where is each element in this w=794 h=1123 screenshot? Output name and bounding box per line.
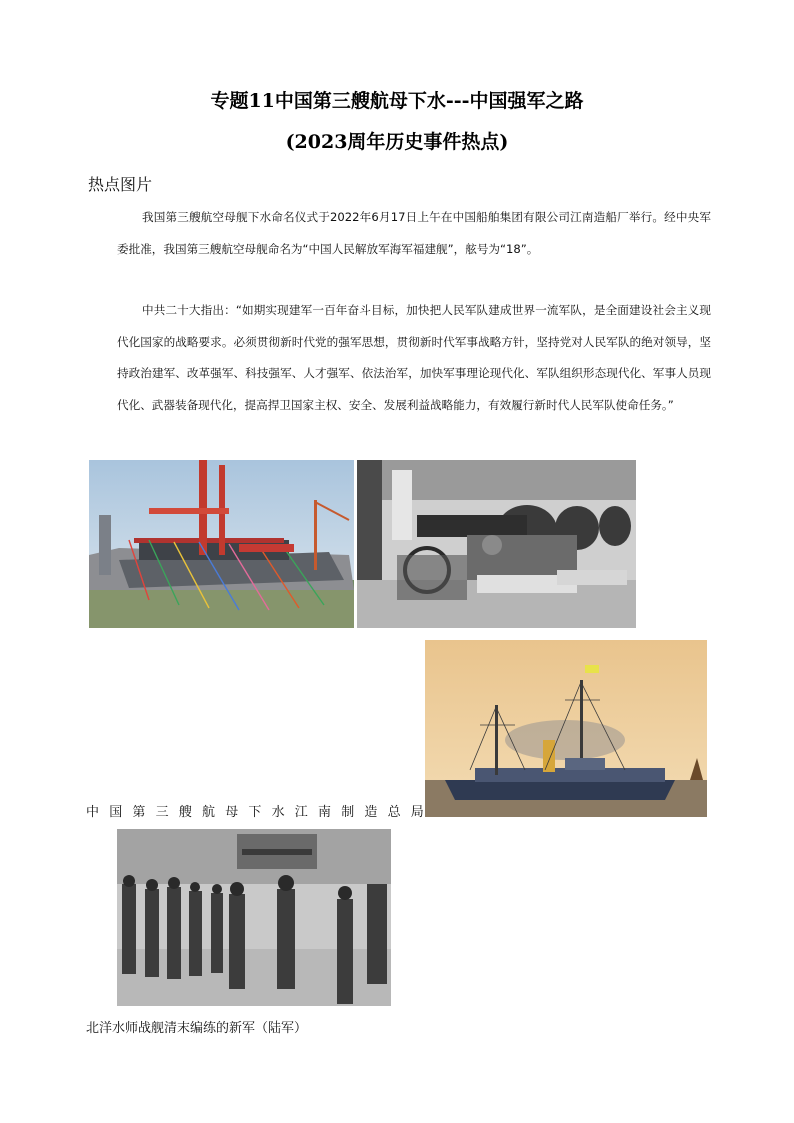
carrier-launch-photo <box>89 460 354 628</box>
new-army-soldiers-photo <box>117 829 391 1006</box>
arsenal-factory-photo <box>357 460 636 628</box>
beiyang-warship-painting <box>425 640 707 817</box>
soldiers-caption: 北洋水师战舰清末编练的新军（陆军） <box>86 1021 308 1036</box>
section-heading: 热点图片 <box>88 175 153 194</box>
paragraph-congress: 中共二十大指出：“如期实现建军一百年奋斗目标，加快把人民军队建成世界一流军队，是全面建设社会主义现代化国家的战略要求。必须贯彻新时代党的强军思想，贯彻新时代军事战略方针，坚持党对人民军队的绝对领导，坚持政治建军、改革强军、科技强军、人才强军、依法治军，加快军事理论现代化、军队组织形态现代化、军事人员现代化、武器装备现代化，提高捍卫国家主权、安全、发展利益战略能力，有效履行新时代人民军队使命任务。” <box>117 303 711 412</box>
document-title: 专题11中国第三艘航母下水---中国强军之路 <box>210 90 584 112</box>
row-caption: 中国第三艘航母下水江南制造总局 <box>86 805 435 820</box>
paragraph-launch: 我国第三艘航空母舰下水命名仪式于2022年6月17日上午在中国船舶集团有限公司江南造船厂举行。经中央军委批准，我国第三艘航空母舰命名为“中国人民解放军海军福建舰”，舷号为“18”。 <box>117 210 711 256</box>
document-subtitle: (2023周年历史事件热点) <box>285 131 509 153</box>
